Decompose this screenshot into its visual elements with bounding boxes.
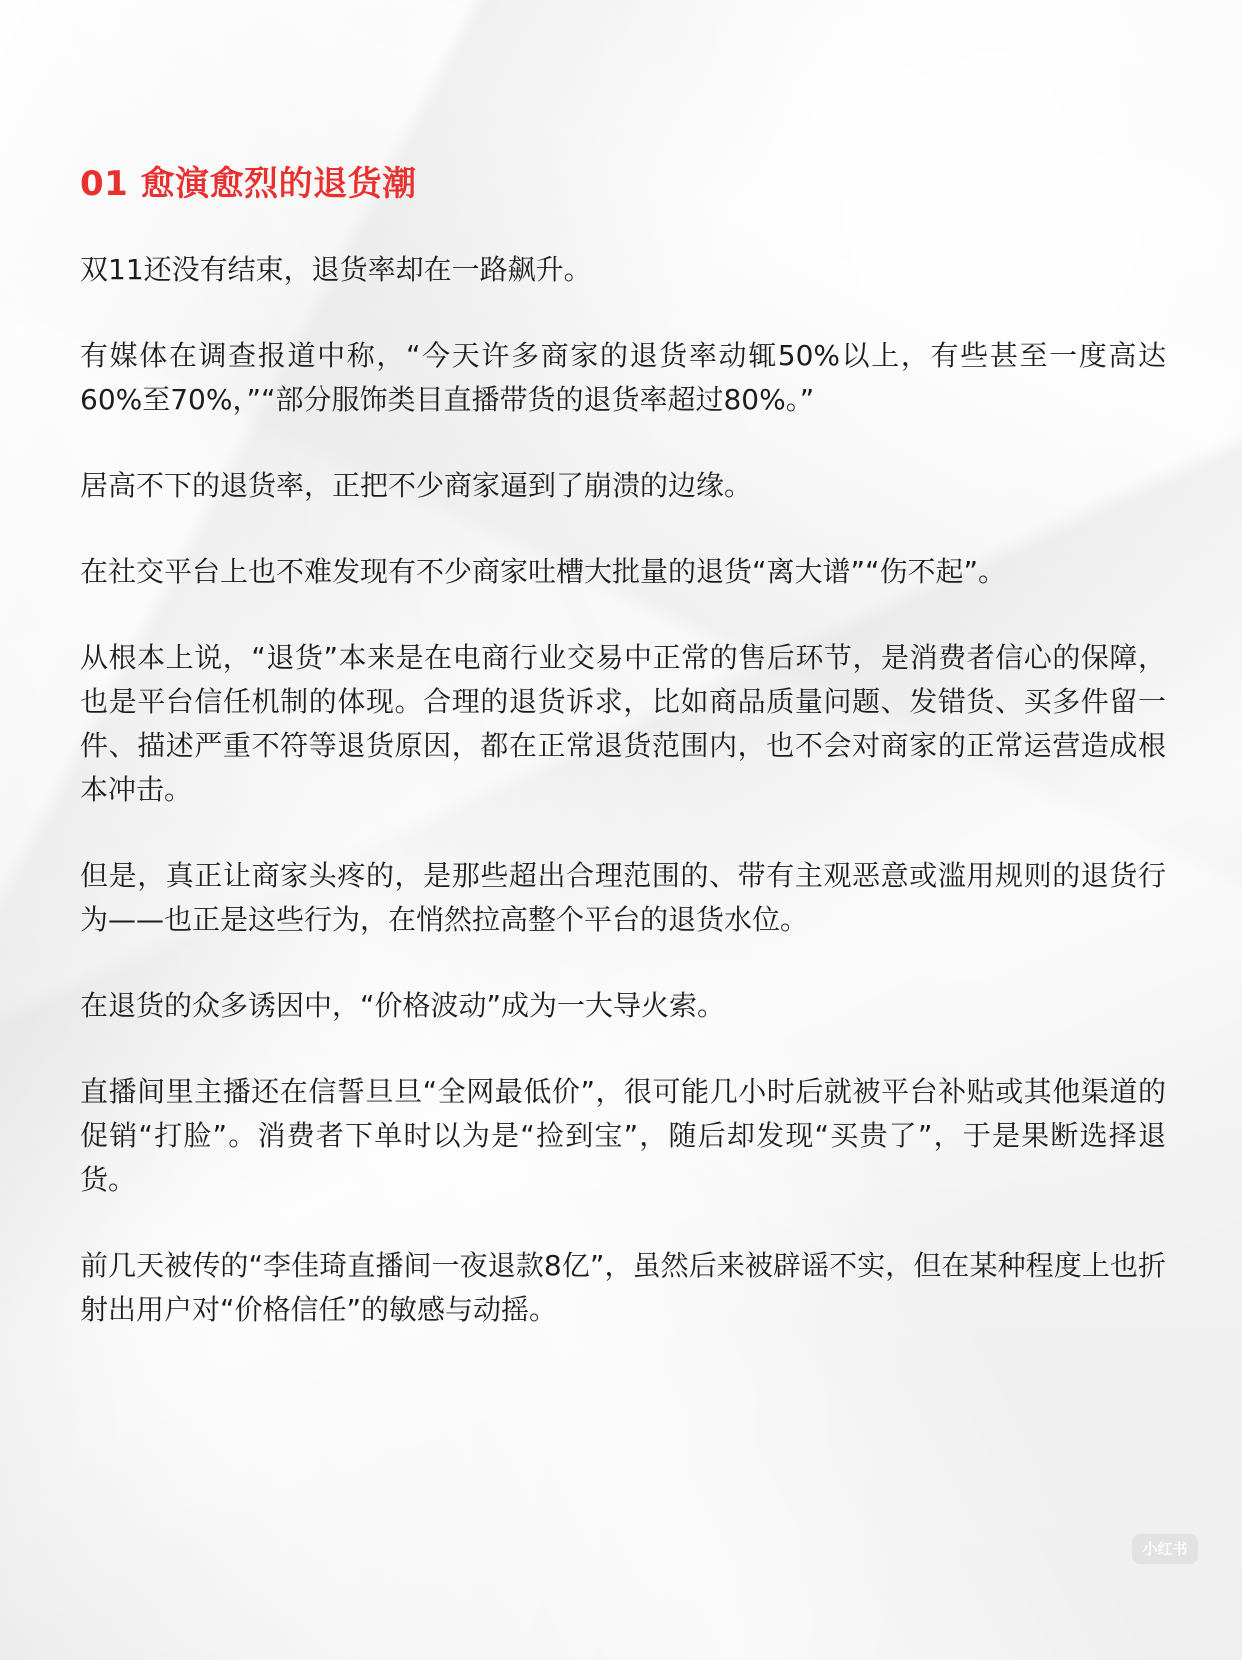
paragraph-1: 双11还没有结束，退货率却在一路飙升。 [80, 253, 592, 286]
paragraph-2: 有媒体在调查报道中称，“今天许多商家的退货率动辄50%以上，有些甚至一度高达60%至70%，”“部分服饰类目直播带货的退货率超过80%。” [80, 339, 1166, 416]
paragraph-3: 居高不下的退货率，正把不少商家逼到了崩溃的边缘。 [80, 469, 753, 502]
paragraph-5: 从根本上说，“退货”本来是在电商行业交易中正常的售后环节，是消费者信心的保障，也是平台信任机制的体现。合理的退货诉求，比如商品质量问题、发错货、买多件留一件、描述严重不符等退货原因，都在正常退货范围内，也不会对商家的正常运营造成根本冲击。 [80, 641, 1166, 806]
paragraph-6: 但是，真正让商家头疼的，是那些超出合理范围的、带有主观恶意或滥用规则的退货行为——也正是这些行为，在悄然拉高整个平台的退货水位。 [80, 859, 1166, 936]
paragraph-4: 在社交平台上也不难发现有不少商家吐槽大批量的退货“离大谱”“伤不起”。 [80, 555, 1007, 588]
paragraph-8: 直播间里主播还在信誓旦旦“全网最低价”，很可能几小时后就被平台补贴或其他渠道的促销“打脸”。消费者下单时以为是“捡到宝”，随后却发现“买贵了”，于是果断选择退货。 [80, 1075, 1166, 1196]
section-heading: 01 愈演愈烈的退货潮 [80, 164, 417, 204]
article [80, 160, 1166, 1374]
paragraph-7: 在退货的众多诱因中，“价格波动”成为一大导火索。 [80, 989, 726, 1022]
paragraph-9: 前几天被传的“李佳琦直播间一夜退款8亿”，虽然后来被辟谣不实，但在某种程度上也折射出用户对“价格信任”的敏感与动摇。 [80, 1249, 1166, 1326]
xiaohongshu-watermark: 小红书 [1132, 1534, 1198, 1564]
